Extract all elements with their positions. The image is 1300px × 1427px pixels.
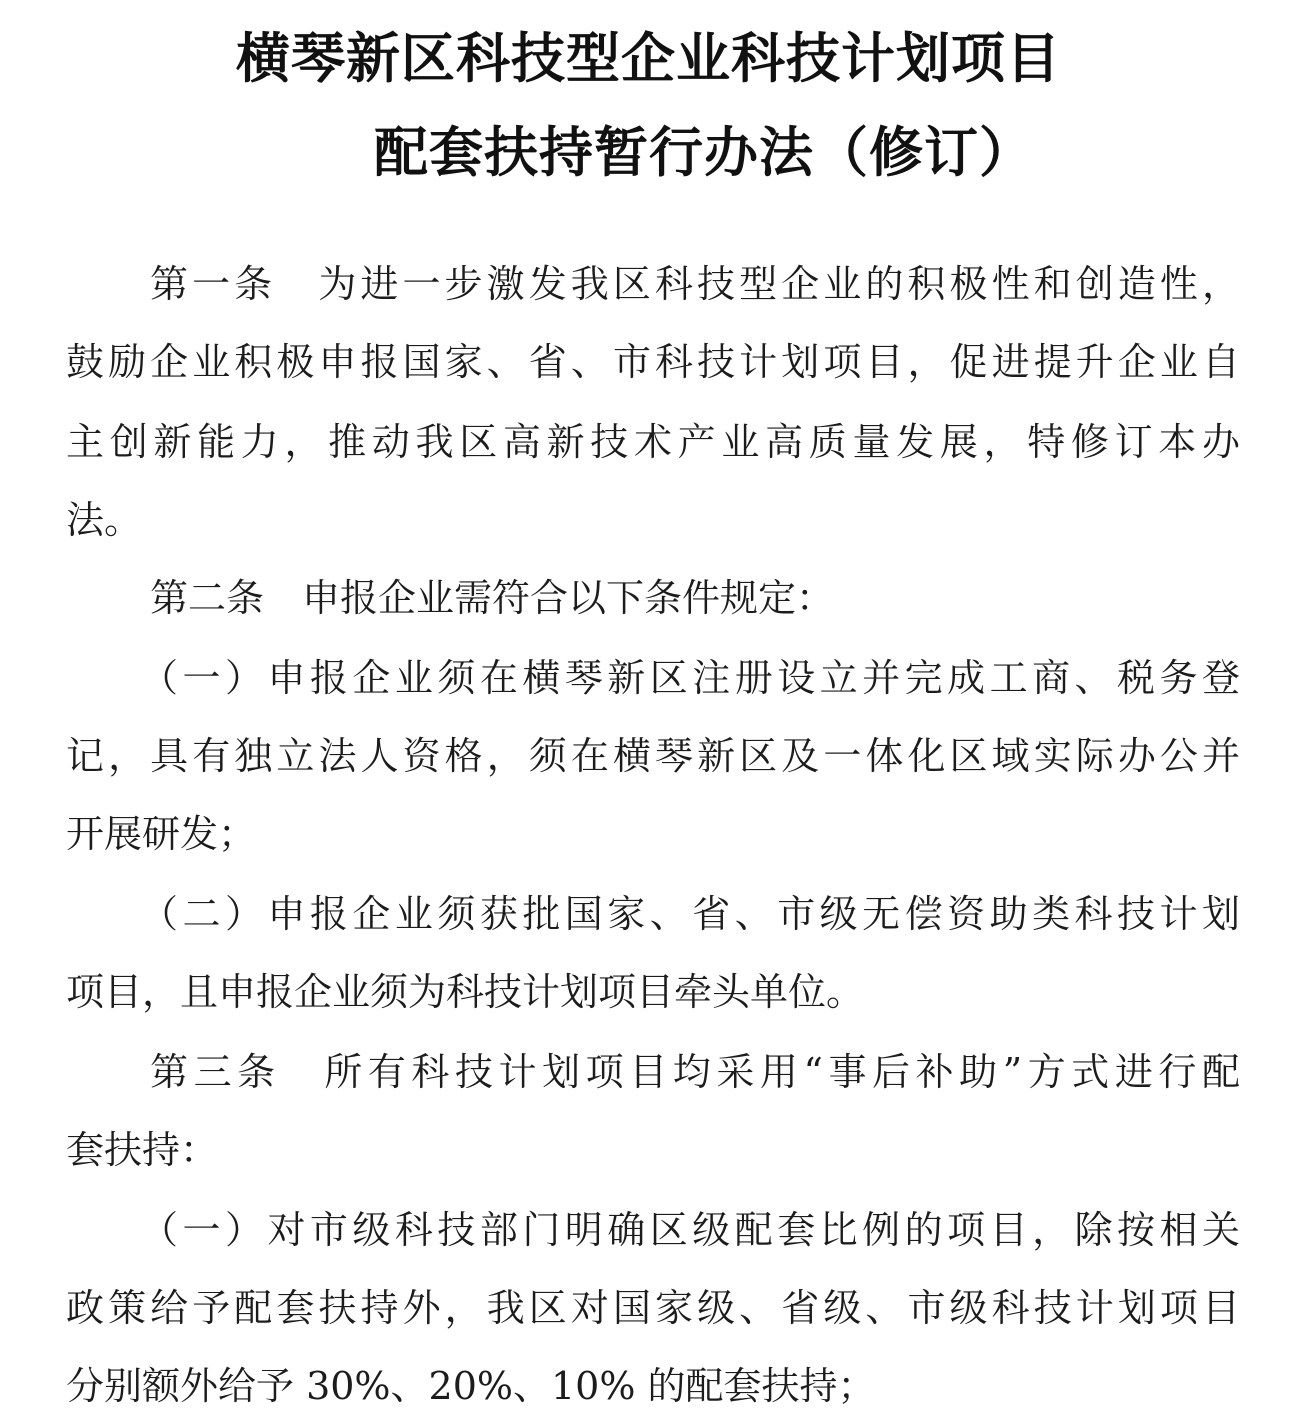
article-3-item-1-line-2: 政策给予配套扶持外，我区对国家级、省级、市级科技计划项目	[66, 1286, 1240, 1330]
article-3-line-1: 第三条 所有科技计划项目均采用“事后补助”方式进行配	[150, 1050, 1240, 1094]
article-1-line-2: 鼓励企业积极申报国家、省、市科技计划项目，促进提升企业自	[66, 340, 1240, 384]
article-1-line-3: 主创新能力，推动我区高新技术产业高质量发展，特修订本办	[66, 420, 1240, 464]
article-2-item-2-line-1: （二）申报企业须获批国家、省、市级无偿资助类科技计划	[140, 892, 1240, 936]
article-2-heading: 第二条 申报企业需符合以下条件规定：	[150, 576, 835, 620]
article-2-item-1-line-2: 记，具有独立法人资格，须在横琴新区及一体化区域实际办公并	[66, 734, 1240, 778]
article-2-item-1-line-1: （一）申报企业须在横琴新区注册设立并完成工商、税务登	[140, 656, 1240, 700]
article-1-line-1: 第一条 为进一步激发我区科技型企业的积极性和创造性，	[150, 262, 1240, 306]
article-2-item-2-line-2: 项目，且申报企业须为科技计划项目牵头单位。	[66, 970, 865, 1014]
article-1-line-4: 法。	[66, 498, 143, 542]
document-title-line-2: 配套扶持暂行办法（修订）	[374, 121, 1034, 184]
document-title-line-1: 横琴新区科技型企业科技计划项目	[236, 27, 1061, 90]
article-3-item-1-line-3: 分别额外给予 30%、20%、10% 的配套扶持；	[66, 1364, 876, 1408]
article-3-line-2: 套扶持：	[66, 1128, 219, 1172]
article-2-item-1-line-3: 开展研发；	[66, 812, 257, 856]
article-3-item-1-line-1: （一）对市级科技部门明确区级配套比例的项目，除按相关	[140, 1208, 1240, 1252]
